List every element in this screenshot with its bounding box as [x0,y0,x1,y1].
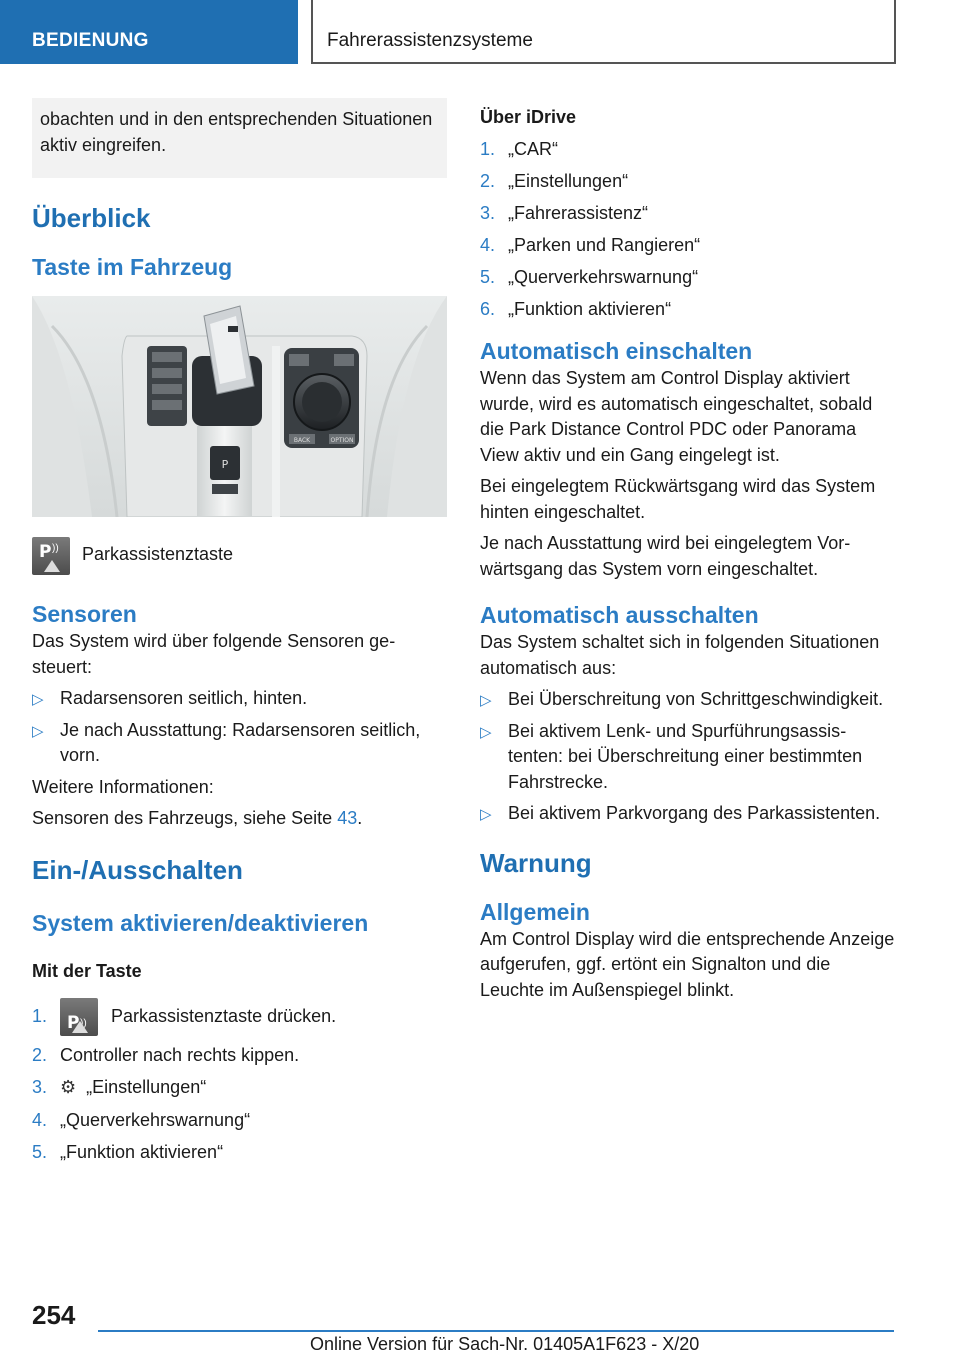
heading-button-in-car: Taste im Fahrzeug [32,254,233,280]
heading-auto-on: Automatisch einschalten [480,338,753,364]
auto-on-text-3: Je nach Ausstattung wird bei eingelegtem Vorwärtsgang das System vorn eingeschaltet. [480,533,851,579]
sensor-reference: Sensoren des Fahrzeugs, siehe Seite 43. [32,808,363,828]
list-item: ▷ Bei aktivem Parkvorgang des Parkassistenten. [480,801,895,827]
section-tab [0,0,298,64]
bullet-triangle-icon: ▷ [480,723,492,741]
button-steps [32,996,447,1165]
general-text: Am Control Display wird die entsprechende Anzeige aufgerufen, ggf. ertönt ein Signalton und die Leuchte im Außenspiegel blinkt. [480,928,895,1000]
bullet-triangle-icon: ▷ [32,691,44,708]
caption-text: Parkassistenztaste [82,544,234,564]
auto-on-text-2: Bei eingelegtem Rückwärtsgang wird das System hinten eingeschaltet. [480,476,876,522]
left-column [32,98,447,1171]
more-info: Weitere Informationen: [32,776,214,797]
center-console-photo [32,296,447,517]
list-item: ▷ Radarsensoren seitlich, hinten. [32,686,447,712]
heading-sensors: Sensoren [32,601,137,627]
option-label: OPTION [330,437,354,444]
list-item: 3. „Fahrerassistenz“ [480,203,649,223]
auto-on-text-1: Wenn das System am Control Display aktiviert wurde, wird es automatisch eingeschaltet, sobald die Park Distance Control PDC oder Panorama View aktiv und ein Gang eingelegt ist. [480,368,873,465]
list-item: 4. „Parken und Rangieren“ [480,235,701,255]
heading-activate: System aktivieren/deaktivieren [32,909,369,936]
photo-caption [32,537,447,575]
list-item: 1. „CAR“ [480,139,558,159]
list-item: 2. „Einstellungen“ [480,171,629,191]
parking-assist-icon: P )) [60,998,98,1036]
bullet-triangle-icon: ▷ [32,722,44,740]
back-label: BACK [293,437,311,444]
bullet-triangle-icon: ▷ [480,692,492,709]
heading-general: Allgemein [480,898,590,925]
chapter-tab [311,0,896,64]
footer-text: Online Version für Sach-Nr. 01405A1F623 - X/20 [310,1334,700,1354]
gear-icon: ⚙ [60,1076,77,1098]
list-item: 4. „Querverkehrswarnung“ [32,1109,251,1130]
heading-warning: Warnung [480,847,592,878]
sensors-intro: Das System wird über folgende Sensoren gesteuert: [32,631,396,677]
auto-off-list [480,687,895,827]
list-item: ▷ Je nach Ausstattung: Radarsensoren seitlich, vorn. [32,719,421,765]
footer-divider [98,1330,894,1332]
list-item: ▷ Bei Überschreitung von Schrittgeschwindigkeit. [480,687,895,713]
page-number: 254 [32,1300,76,1330]
idrive-steps [480,136,895,322]
right-column [480,104,895,1003]
svg-text:P: P [221,458,229,471]
heading-on-off: Ein-/Ausschalten [32,854,243,885]
note-box [32,98,447,178]
section-title: BEDIENUNG [32,30,149,51]
list-item: ▷ Bei aktivem Lenk- und Spurführungsassistenten: bei Überschreitung einer bestimmten Fahrstrecke. [480,720,863,792]
list-item: 5. „Querverkehrswarnung“ [480,267,699,287]
list-item: 5. „Funktion aktivieren“ [32,1141,224,1162]
heading-with-button: Mit der Taste [32,960,142,981]
page-link-43[interactable]: 43 [337,808,358,828]
auto-off-intro: Das System schaltet sich in folgenden Situationen automatisch aus: [480,632,880,678]
list-item: 1. P )) Parkassistenztaste drücken. [32,996,447,1036]
heading-auto-off: Automatisch ausschalten [480,602,759,628]
note-text: obachten und in den entsprechenden Situationen aktiv eingreifen. [40,109,433,155]
console-illustration [32,296,447,517]
parking-assist-icon: P )) [32,537,70,575]
chapter-title: Fahrerassistenzsysteme [327,30,533,51]
heading-idrive: Über iDrive [480,107,577,127]
list-item: 6. „Funktion aktivieren“ [480,299,672,319]
list-item: 3. ⚙ „Einstellungen“ [32,1076,207,1098]
list-item: 2. Controller nach rechts kippen. [32,1044,300,1065]
sensor-list [32,686,447,769]
heading-overview: Überblick [32,203,151,233]
bullet-triangle-icon: ▷ [480,806,492,823]
